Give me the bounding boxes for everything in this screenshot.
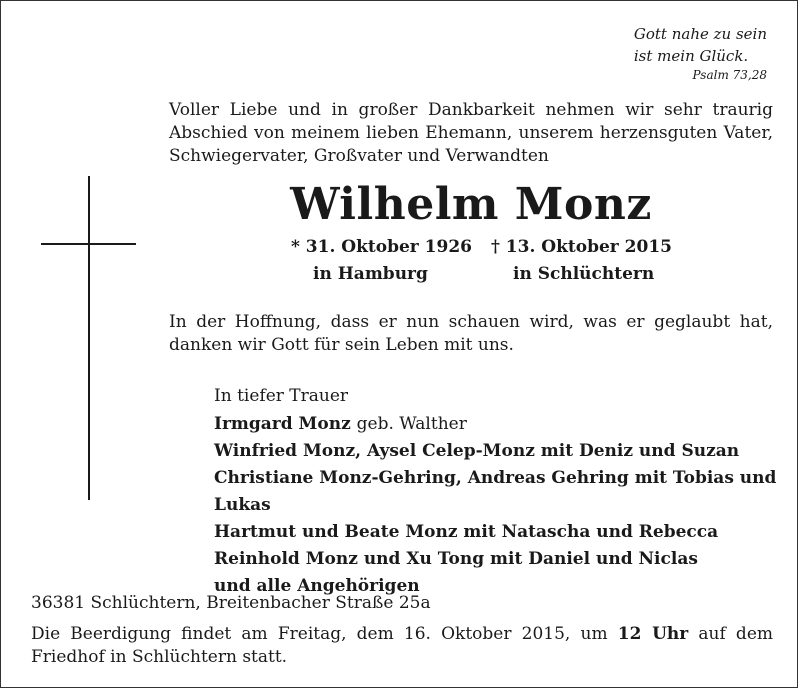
verse-reference: Psalm 73,28 [692,68,767,82]
funeral-time: 12 Uhr [617,624,689,644]
mourner-line: Hartmut und Beate Monz mit Natascha und Rebecca [214,522,719,542]
bible-verse [634,23,767,83]
mourners-list [214,383,797,600]
death-place: in Schlüchtern [513,264,655,284]
mourners-lead: In tiefer Trauer [214,386,349,406]
mourner-line: Christiane Monz-Gehring, Andreas Gehring mit Tobias und Lukas [214,468,777,515]
death-date: † 13. Oktober 2015 [491,237,672,257]
mourner-spouse [214,411,797,438]
birth-place: in Hamburg [313,264,428,284]
funeral-text-after: auf dem Friedhof in Schlüchtern statt. [31,624,773,667]
birth-info [291,234,472,288]
birth-date: * 31. Oktober 1926 [291,237,472,257]
mourner-line: Winfried Monz, Aysel Celep-Monz mit Deniz und Suzan [214,441,740,461]
mourner-line: Reinhold Monz und Xu Tong mit Daniel und Niclas [214,549,698,569]
deceased-name: Wilhelm Monz [290,179,652,230]
spouse-name: Irmgard Monz [214,414,351,434]
funeral-info [31,623,773,669]
mourner-line: und alle Angehörigen [214,576,420,596]
cross-icon-horizontal [41,243,136,245]
hope-text: In der Hoffnung, dass er nun schauen wird, was er geglaubt hat, danken wir Gott für sein Leben mit uns. [169,312,773,355]
funeral-text-before: Die Beerdigung findet am Freitag, dem 16. Oktober 2015, um [31,624,618,644]
verse-line-1: Gott nahe zu sein [633,25,767,43]
address: 36381 Schlüchtern, Breitenbacher Straße 25a [31,593,431,613]
intro-text: Voller Liebe und in großer Dankbarkeit nehmen wir sehr traurig Abschied von meinem lieben Ehemann, unserem herzensguten Vater, Schwiegervater, Großvater und Verwandten [169,100,773,166]
cross-icon-vertical [88,176,90,500]
death-info [491,234,672,288]
spouse-note: geb. Walther [356,414,467,434]
verse-line-2: ist mein Glück. [633,47,749,65]
